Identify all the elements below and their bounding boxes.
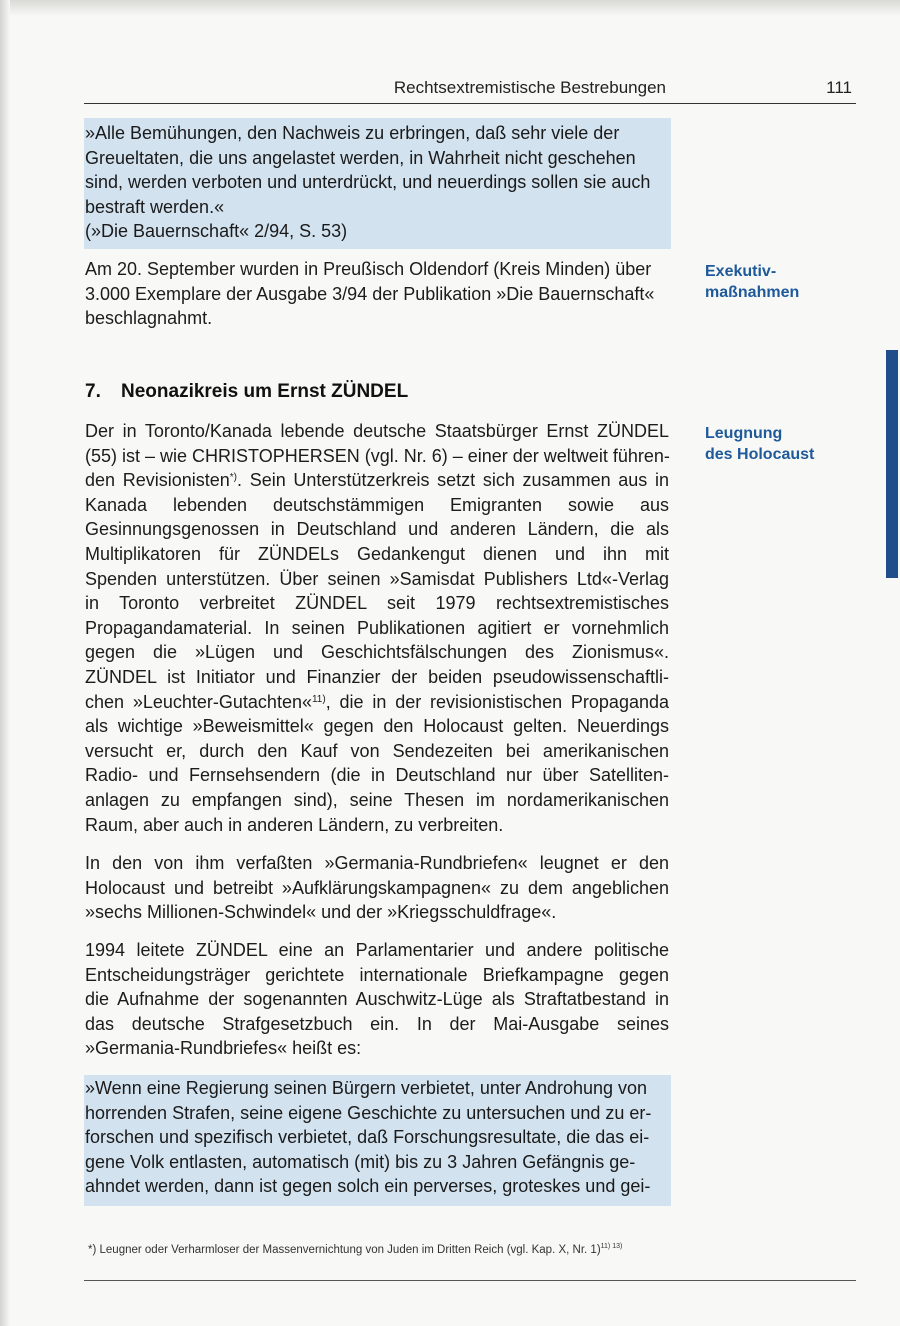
text-line: versucht er, durch den Kauf von Sendezeiten bei amerikanischen <box>85 740 669 761</box>
text-line: Kanada lebenden deutschstämmigen Emigranten sowie aus <box>85 494 669 515</box>
text-line: Der in Toronto/Kanada lebende deutsche Staatsbürger Ernst ZÜNDEL <box>85 421 669 441</box>
text-line: gegen die »Lügen und Geschichtsfälschungen des Zionismus«. <box>85 642 669 663</box>
quote-line: bestraft werden.« <box>85 196 225 217</box>
text-line: 1994 leitete ZÜNDEL eine an Parlamentarier und andere politische <box>85 940 669 960</box>
quote-line: »Wenn eine Regierung seinen Bürgern verbietet, unter Androhung von <box>85 1078 648 1098</box>
text-line: Entscheidungsträger gerichtete internationale Briefkampagne gegen <box>85 964 669 985</box>
quote-line: »Alle Bemühungen, den Nachweis zu erbringen, daß sehr viele der <box>85 123 620 143</box>
text-line: das deutsche Strafgesetzbuch ein. In der Mai-Ausgabe seines <box>85 1013 669 1034</box>
text-line: Multiplikatoren für ZÜNDELs Gedankengut dienen und ihn mit <box>85 543 669 564</box>
section-number: 7. <box>85 381 101 402</box>
quote-line: sind, werden verboten und unterdrückt, und neuerdings sollen sie auch <box>85 172 651 193</box>
margin-note-holocaust-denial: Leugnung des Holocaust <box>705 425 815 463</box>
text-line: die Aufnahme der sogenannten Auschwitz-Lüge als Straftatbestand in <box>85 989 669 1010</box>
footnote-reference: *) <box>229 472 238 484</box>
page-edge-shadow-left <box>0 0 10 1326</box>
highlighted-quote-germania <box>84 1075 671 1206</box>
text-line: anlagen zu empfangen sind), seine Thesen im nordamerikanischen <box>85 789 669 810</box>
text-line: den Revisionisten*). Sein Unterstützerkreis setzt sich zusammen aus in <box>85 470 669 491</box>
header-divider <box>84 103 856 104</box>
text-line: Gesinnungsgenossen in Deutschland und anderen Ländern, die als <box>85 519 669 540</box>
text-line: »Germania-Rundbriefes« heißt es: <box>85 1038 362 1059</box>
text-line: (55) ist – wie CHRISTOPHERSEN (vgl. Nr. 6) – einer der weltweit führen- <box>85 445 670 466</box>
text-line: als wichtige »Beweismittel« gegen den Holocaust gelten. Neuerdings <box>85 716 669 737</box>
text-line: ZÜNDEL ist Initiator und Finanzier der beiden pseudowissenschaftli- <box>85 666 669 687</box>
paragraph-1994 <box>85 938 669 1061</box>
running-header-title: Rechtsextremistische Bestrebungen <box>393 78 666 97</box>
paragraph-seizure <box>85 257 669 331</box>
text-line: in Toronto verbreitet ZÜNDEL seit 1979 rechtsextremistisches <box>85 593 669 614</box>
text-line: Spenden unterstützen. Über seinen »Samisdat Publishers Ltd«-Verlag <box>85 568 669 589</box>
footnote-refs: 11) 13) <box>600 1243 623 1250</box>
section-title: Neonazikreis um Ernst ZÜNDEL <box>121 381 409 402</box>
footnote-reference: 11) <box>311 693 326 705</box>
text-line: Am 20. September wurden in Preußisch Oldendorf (Kreis Minden) über <box>85 259 652 279</box>
text-line: Radio- und Fernsehsendern (die in Deutschland nur über Satelliten- <box>85 765 669 786</box>
text-line: »sechs Millionen-Schwindel« und der »Kriegsschuldfrage«. <box>85 902 557 923</box>
quote-line: forschen und spezifisch verbietet, daß Forschungsresultate, die das ei- <box>85 1127 650 1148</box>
quote-line: horrenden Strafen, seine eigene Geschichte zu untersuchen und zu er- <box>85 1102 652 1123</box>
highlighted-quote-bauernschaft <box>84 118 671 249</box>
page-number: 111 <box>826 78 852 97</box>
margin-note-executive-measures: Exekutiv- maßnahmen <box>705 263 800 301</box>
text-line: beschlagnahmt. <box>85 308 213 329</box>
text-line: In den von ihm verfaßten »Germania-Rundbriefen« leugnet er den <box>85 853 669 873</box>
footnote <box>88 1243 622 1256</box>
footnote-text: Leugner oder Verharmloser der Massenvernichtung von Juden im Dritten Reich (vgl. Kap. X, Nr. 1) <box>99 1243 601 1256</box>
paragraph-zundel <box>85 419 669 837</box>
page-edge-shadow <box>0 0 900 16</box>
text-line: Holocaust und betreibt »Aufklärungskampagnen« zu dem angeblichen <box>85 877 669 898</box>
paragraph-germania <box>85 851 669 925</box>
text-line: chen »Leuchter-Gutachten«$^{11)}$, die in der revisionistischen Propaganda <box>85 691 669 712</box>
quote-source: (»Die Bauernschaft« 2/94, S. 53) <box>85 221 348 242</box>
text-line: Propagandamaterial. In seinen Publikationen agitiert er vornehmlich <box>85 617 669 638</box>
quote-line: ahndet werden, dann ist gegen solch ein perverses, groteskes und gei- <box>85 1176 651 1197</box>
text-line: Raum, aber auch in anderen Ländern, zu verbreiten. <box>85 814 504 835</box>
chapter-side-marker <box>886 350 898 578</box>
section-heading <box>85 381 408 403</box>
footnote-marker: *) <box>88 1243 97 1256</box>
text-line: 3.000 Exemplare der Ausgabe 3/94 der Publikation »Die Bauernschaft« <box>85 283 655 304</box>
quote-line: gene Volk entlasten, automatisch (mit) bis zu 3 Jahren Gefängnis ge- <box>85 1151 636 1172</box>
quote-line: Greueltaten, die uns angelastet werden, in Wahrheit nicht geschehen <box>85 147 636 168</box>
footer-divider <box>84 1280 856 1281</box>
